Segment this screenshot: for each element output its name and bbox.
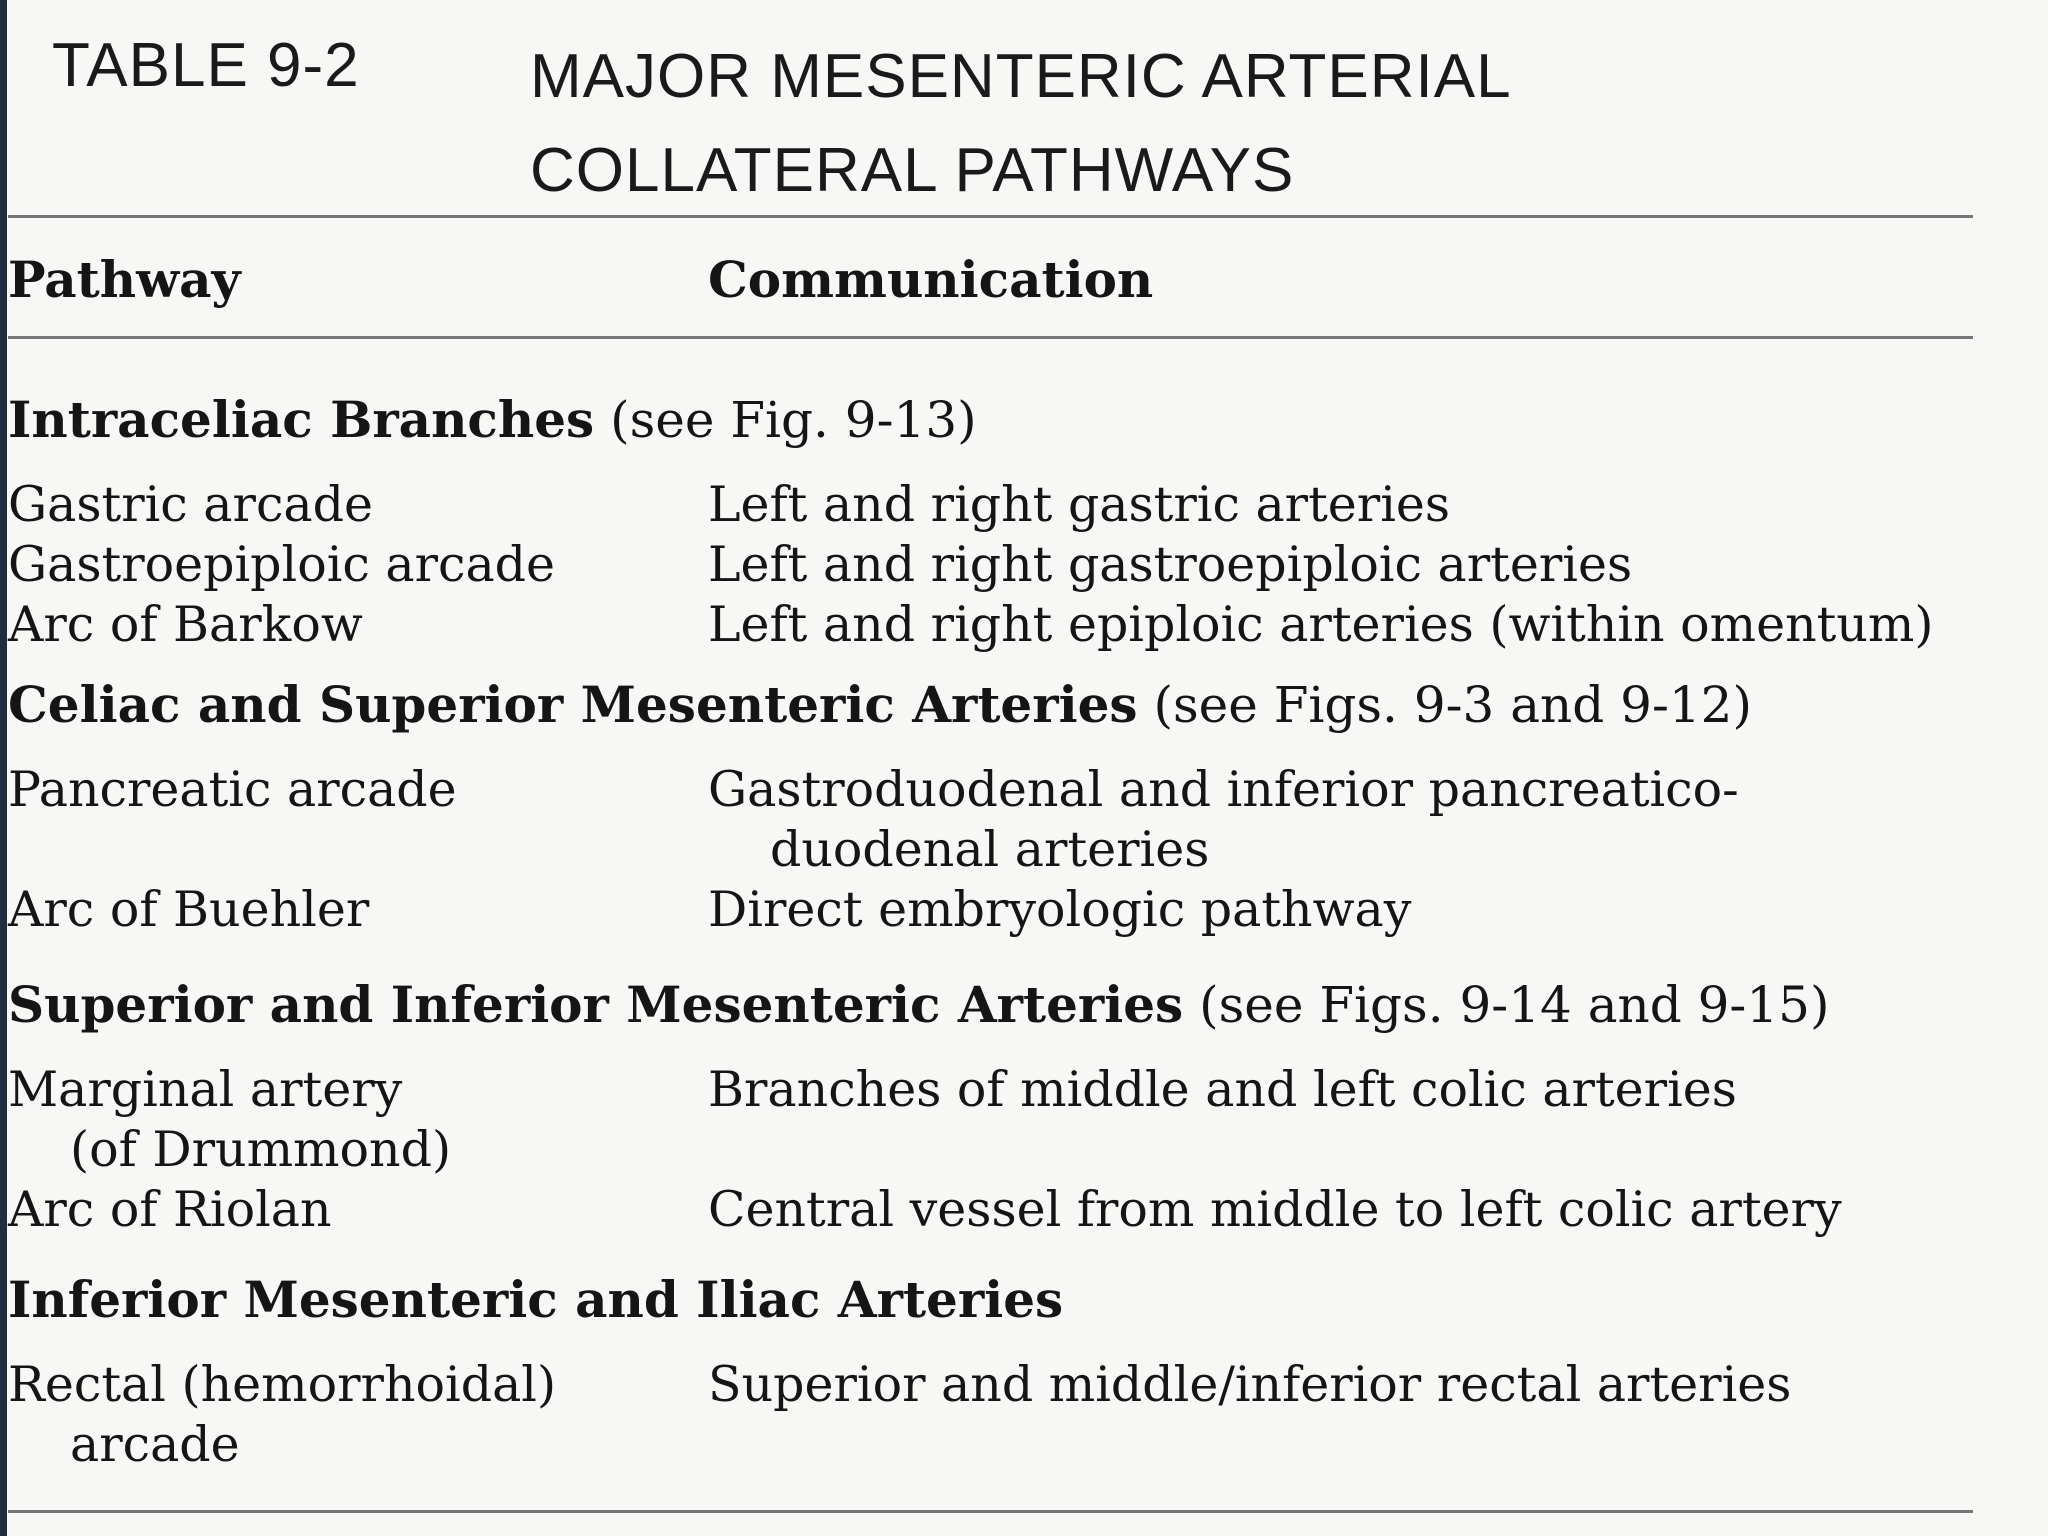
table-body <box>8 375 1968 1495</box>
section-title <box>8 1270 1063 1329</box>
table-title-block <box>52 30 1952 205</box>
section-name: Superior and Inferior Mesenteric Arteries <box>8 975 1184 1034</box>
pathway-cell: Pancreatic arcade <box>8 761 457 818</box>
communication-cell <box>708 760 1739 880</box>
column-header-pathway: Pathway <box>8 250 241 309</box>
communication-cell: Branches of middle and left colic arteries <box>708 1061 1737 1118</box>
communication-line: Gastroduodenal and inferior pancreatico- <box>708 761 1739 818</box>
pathway-line: Rectal (hemorrhoidal) <box>8 1356 557 1413</box>
communication-cell: Left and right gastroepiploic arteries <box>708 536 1633 593</box>
pathway-continuation: arcade <box>70 1416 240 1473</box>
communication-cell: Left and right gastric arteries <box>708 476 1451 533</box>
pathway-line: Marginal artery <box>8 1061 403 1118</box>
pathway-cell: Arc of Riolan <box>8 1181 332 1238</box>
table-title-line-1: MAJOR MESENTERIC ARTERIAL <box>530 42 1512 111</box>
section-reference: (see Figs. 9-3 and 9-12) <box>1153 676 1752 734</box>
table-title-line-2: COLLATERAL PATHWAYS <box>530 136 1295 205</box>
pathway-cell: Arc of Buehler <box>8 881 370 938</box>
section-title <box>8 390 977 449</box>
communication-cell: Central vessel from middle to left colic artery <box>708 1181 1842 1238</box>
pathway-continuation: (of Drummond) <box>70 1121 452 1178</box>
section-reference: (see Fig. 9-13) <box>610 391 977 449</box>
section-title <box>8 975 1829 1034</box>
column-header-communication: Communication <box>708 250 1154 309</box>
pathway-cell <box>8 1355 556 1475</box>
section-name: Celiac and Superior Mesenteric Arteries <box>8 675 1138 734</box>
communication-cell: Left and right epiploic arteries (within omentum) <box>708 596 1934 653</box>
pathway-cell: Gastroepiploic arcade <box>8 536 556 593</box>
pathway-cell <box>8 1060 451 1180</box>
communication-cell: Direct embryologic pathway <box>708 881 1412 938</box>
section-name: Inferior Mesenteric and Iliac Arteries <box>8 1270 1064 1329</box>
bottom-rule <box>8 1510 1973 1513</box>
section-reference: (see Figs. 9-14 and 9-15) <box>1199 976 1830 1034</box>
table-title <box>530 30 1512 218</box>
communication-cell: Superior and middle/inferior rectal arteries <box>708 1356 1792 1413</box>
section-name: Intraceliac Branches <box>8 390 595 449</box>
header-rule <box>8 336 1973 339</box>
section-title <box>8 675 1752 734</box>
pathway-cell: Gastric arcade <box>8 476 373 533</box>
top-rule <box>8 215 1973 218</box>
table-label: TABLE 9-2 <box>52 31 360 100</box>
communication-continuation: duodenal arteries <box>770 821 1210 878</box>
pathway-cell: Arc of Barkow <box>8 596 363 653</box>
